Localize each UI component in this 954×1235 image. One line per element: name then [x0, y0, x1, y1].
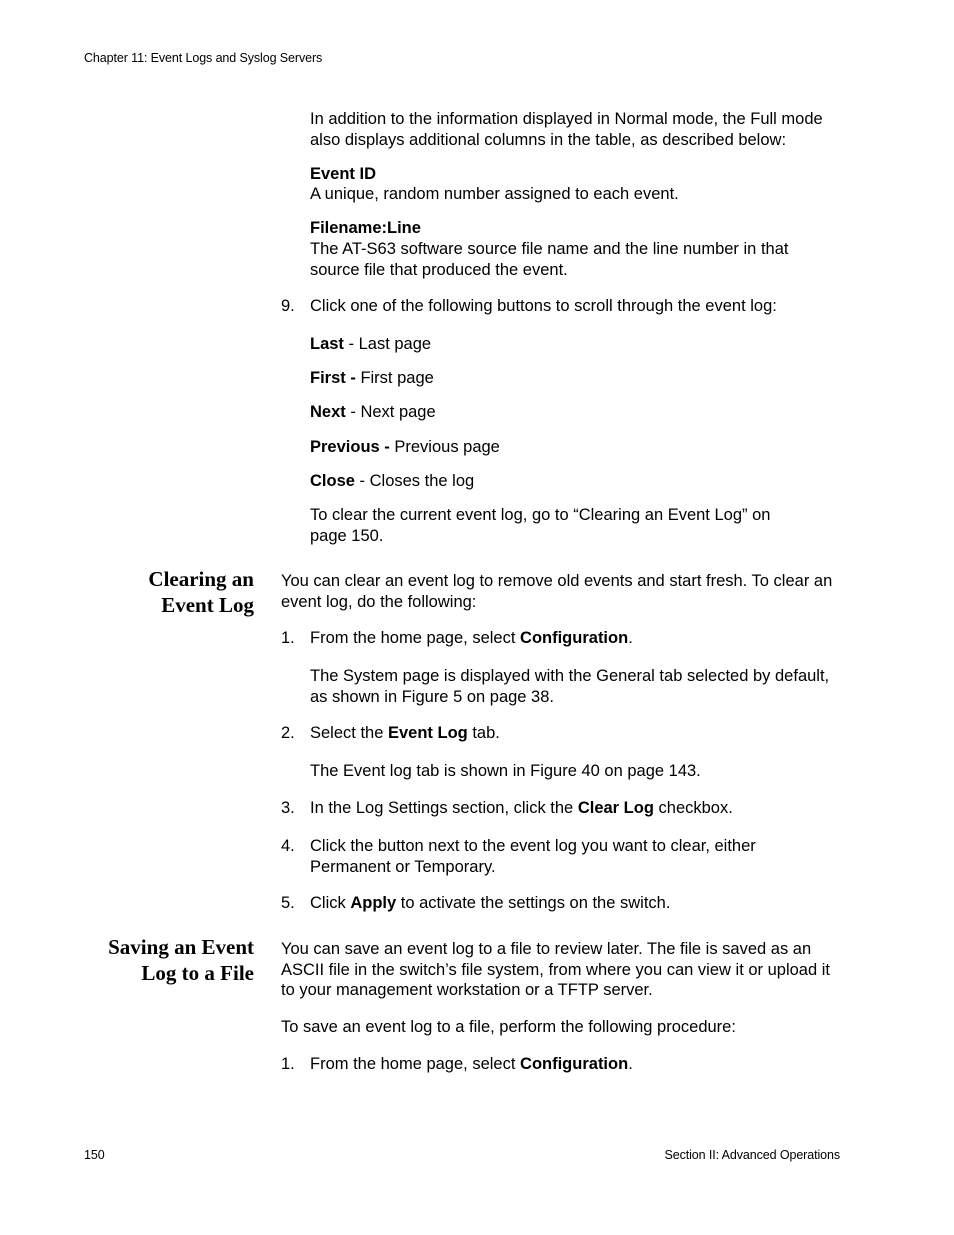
- button-name: Next: [310, 403, 346, 421]
- button-name: First: [310, 369, 346, 387]
- clear-step-3-text: In the Log Settings section, click the Clear Log checkbox.: [310, 799, 733, 817]
- clear-step-2-number: 2.: [281, 724, 295, 742]
- button-meaning: Next page: [360, 403, 436, 421]
- clear-step-1-text: From the home page, select Configuration.: [310, 629, 633, 647]
- ui-term: Apply: [350, 894, 397, 912]
- full-mode-intro: In addition to the information displayed in Normal mode, the Full mode also displays additional columns in the table, as described below:: [310, 110, 823, 149]
- event-id-term: Event ID: [310, 165, 377, 183]
- save-step-1-number: 1.: [281, 1055, 295, 1073]
- section-heading-saving: [74, 934, 254, 986]
- separator: -: [354, 472, 370, 490]
- step-9-text: Click one of the following buttons to scroll through the event log:: [310, 297, 777, 315]
- ui-term: Configuration: [520, 629, 629, 647]
- button-name: Last: [310, 335, 344, 353]
- button-name: Previous: [310, 438, 380, 456]
- button-meaning: Last page: [358, 335, 432, 353]
- button-desc-close: [310, 471, 474, 492]
- saving-procedure-intro: To save an event log to a file, perform the following procedure:: [281, 1018, 736, 1036]
- clear-step-1-number: 1.: [281, 629, 295, 647]
- filename-line-description: The AT-S63 software source file name and the line number in that source file that produced the event.: [310, 240, 789, 279]
- running-footer-section: Section II: Advanced Operations: [664, 1148, 840, 1162]
- button-meaning: Closes the log: [369, 472, 475, 490]
- separator: -: [345, 403, 361, 421]
- button-desc-previous: [310, 437, 500, 458]
- heading-line: Clearing an: [148, 567, 254, 591]
- button-name: Close: [310, 472, 355, 490]
- clear-step-2-text: Select the Event Log tab.: [310, 724, 500, 742]
- clear-log-cross-reference: To clear the current event log, go to “Clearing an Event Log” on page 150.: [310, 506, 771, 545]
- ui-term: Event Log: [387, 724, 468, 742]
- button-desc-first: [310, 368, 434, 389]
- event-id-description: A unique, random number assigned to each event.: [310, 185, 679, 203]
- clear-step-3-number: 3.: [281, 799, 295, 817]
- button-desc-last: [310, 334, 431, 355]
- separator: -: [343, 335, 359, 353]
- ui-term: Configuration: [520, 1055, 629, 1073]
- running-header: Chapter 11: Event Logs and Syslog Servers: [84, 51, 323, 65]
- step-9-number: 9.: [281, 297, 295, 315]
- button-meaning: First page: [360, 369, 434, 387]
- button-desc-next: [310, 402, 436, 423]
- button-meaning: Previous page: [394, 438, 500, 456]
- heading-line: Saving an Event: [108, 935, 254, 959]
- heading-line: Log to a File: [141, 961, 254, 985]
- heading-line: Event Log: [161, 593, 254, 617]
- separator: -: [379, 438, 395, 456]
- clear-step-4-number: 4.: [281, 837, 295, 855]
- saving-intro: You can save an event log to a file to review later. The file is saved as an ASCII file in the switch’s file system, from where you can view it or upload it to your management workstation or a TFTP server.: [281, 940, 830, 999]
- save-step-1-text: From the home page, select Configuration.: [310, 1055, 633, 1073]
- clear-step-2-note: The Event log tab is shown in Figure 40 on page 143.: [310, 762, 701, 780]
- clear-step-1-note: The System page is displayed with the General tab selected by default, as shown in Figure 5 on page 38.: [310, 667, 830, 706]
- ui-term: Clear Log: [577, 799, 654, 817]
- clear-step-4-text: Click the button next to the event log you want to clear, either Permanent or Temporary.: [310, 837, 756, 876]
- clear-step-5-number: 5.: [281, 894, 295, 912]
- clear-step-5-text: Click Apply to activate the settings on the switch.: [310, 894, 671, 912]
- page-number: 150: [84, 1148, 105, 1162]
- filename-line-term: Filename:Line: [310, 219, 421, 237]
- clearing-intro: You can clear an event log to remove old events and start fresh. To clear an event log, do the following:: [281, 572, 833, 611]
- section-heading-clearing: [74, 566, 254, 618]
- separator: -: [345, 369, 361, 387]
